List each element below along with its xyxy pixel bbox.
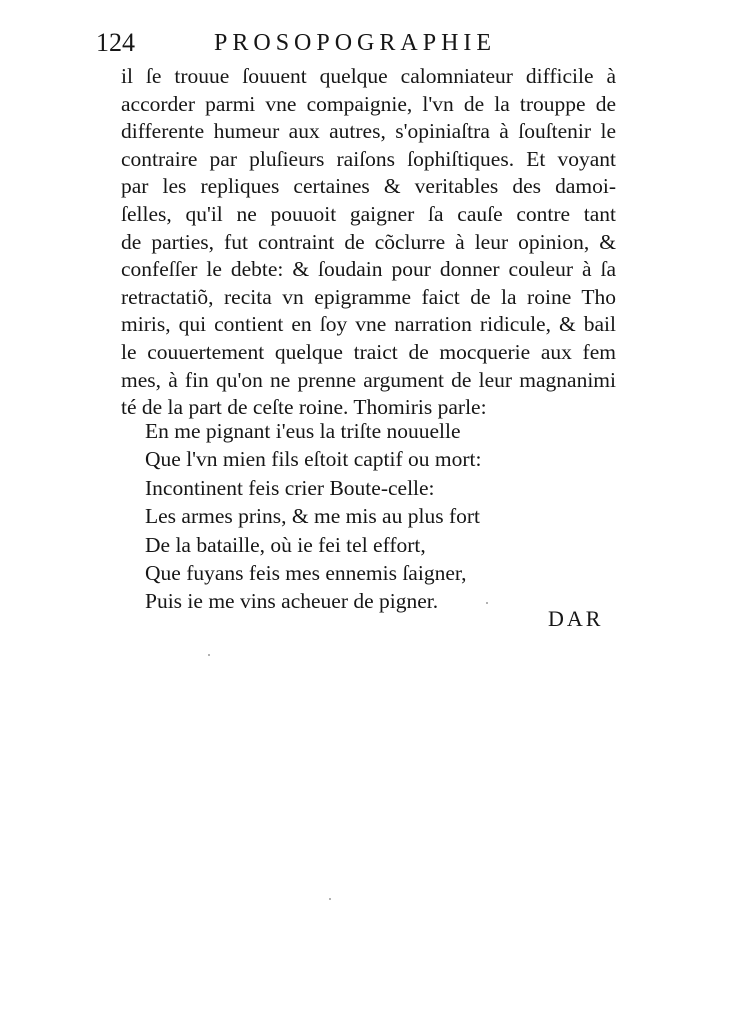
paper-speck bbox=[486, 602, 488, 604]
text-line: contraire par pluſieurs raiſons ſophiſtiques. Et voyant bbox=[121, 146, 616, 171]
prose-paragraph bbox=[121, 63, 616, 422]
text-line: té de la part de ceſte roine. Thomiris parle: bbox=[121, 395, 487, 420]
text-line: mes, à fin qu'on ne prenne argument de leur magnanimi bbox=[121, 367, 616, 392]
verse-line: Puis ie me vins acheuer de pigner. bbox=[145, 589, 439, 614]
text-line: il ſe trouue ſouuent quelque calomniateur difficile à bbox=[121, 64, 616, 88]
verse-line: Que l'vn mien fils eſtoit captif ou mort: bbox=[145, 447, 482, 472]
verse-line: Incontinent feis crier Boute-celle: bbox=[145, 475, 435, 500]
text-line: le couuertement quelque traict de mocquerie aux fem bbox=[121, 339, 616, 364]
running-title: PROSOPOGRAPHIE bbox=[214, 30, 497, 56]
epigram-verse bbox=[145, 417, 565, 616]
text-line: retractatiõ, recita vn epigramme faict de la roine Tho bbox=[121, 284, 616, 309]
paper-speck bbox=[329, 898, 331, 900]
verse-line: Les armes prins, & me mis au plus fort bbox=[145, 504, 480, 529]
text-line: miris, qui contient en ſoy vne narration ridicule, & bail bbox=[121, 312, 616, 337]
page-header bbox=[96, 26, 616, 60]
text-line: de parties, fut contraint de cõclurre à leur opinion, & bbox=[121, 229, 616, 254]
catchword: DAR bbox=[548, 606, 604, 631]
paper-speck bbox=[208, 654, 210, 656]
verse-line: Que fuyans feis mes ennemis ſaigner, bbox=[145, 561, 467, 586]
text-line: differente humeur aux autres, s'opiniaſtra à ſouſtenir le bbox=[121, 119, 616, 144]
text-line: confeſſer le debte: & ſoudain pour donner couleur à ſa bbox=[121, 257, 616, 282]
text-line: accorder parmi vne compaignie, l'vn de la trouppe de bbox=[121, 91, 616, 116]
text-line: par les repliques certaines & veritables des damoi- bbox=[121, 174, 616, 199]
page-number: 124 bbox=[96, 28, 135, 57]
verse-line: De la bataille, où ie fei tel effort, bbox=[145, 532, 426, 557]
verse-line: En me pignant i'eus la triſte nouuelle bbox=[145, 419, 461, 443]
text-line: ſelles, qu'il ne pouuoit gaigner ſa cauſe contre tant bbox=[121, 201, 616, 226]
